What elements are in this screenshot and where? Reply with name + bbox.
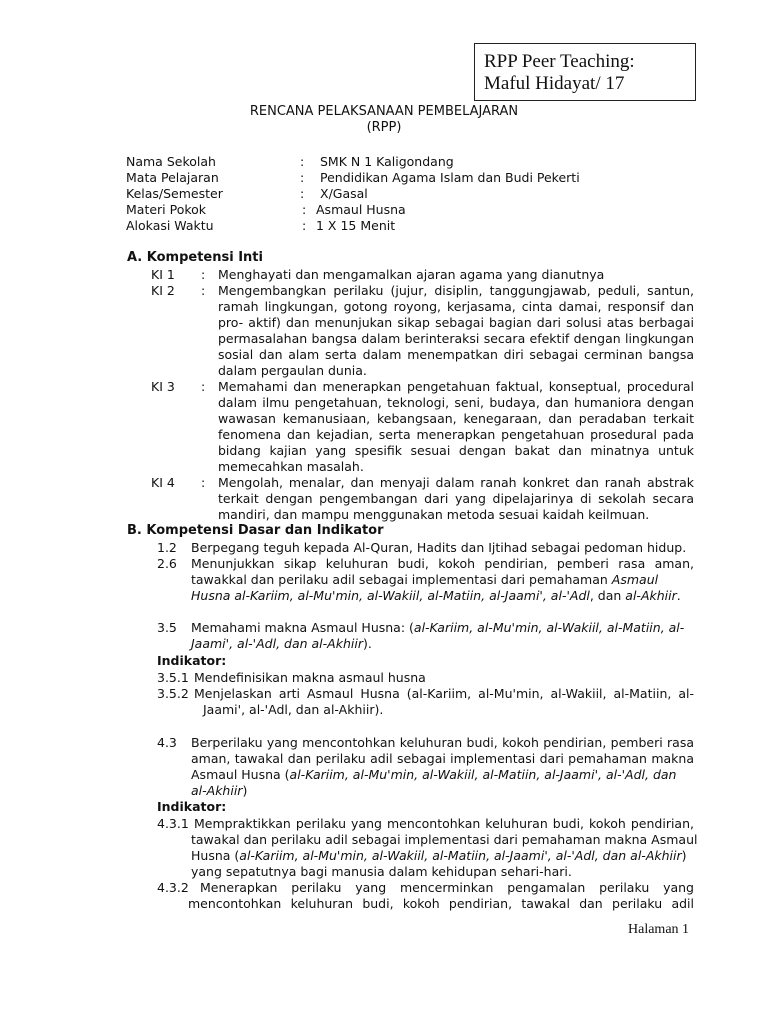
indikator-label: Indikator: bbox=[157, 653, 227, 668]
identity-value: Asmaul Husna bbox=[316, 202, 406, 217]
kd-text-plain: ) bbox=[242, 783, 248, 798]
ki-text: terkait dengan pengembangan dari yang dipelajarinya di sekolah secara bbox=[218, 491, 694, 506]
kd-text: Menunjukkan sikap keluhuran budi, kokoh pendirian, pemberi rasa aman, bbox=[191, 556, 694, 571]
kd-text-italic: Asmaul bbox=[611, 572, 659, 587]
indikator-text: Mendefinisikan makna asmaul husna bbox=[194, 670, 426, 685]
peer-teaching-box bbox=[474, 43, 696, 101]
ki-text: fenomena dan kejadian, serta menerapkan pengetahuan prosedural pada bbox=[218, 427, 694, 442]
ki-text: wawasan kemanusiaan, kebangsaan, kenegaraan, dan peradaban terkait bbox=[218, 411, 694, 426]
indikator-number: 4.3.2 bbox=[157, 880, 189, 895]
section-b-heading: B. Kompetensi Dasar dan Indikator bbox=[127, 523, 384, 538]
ki-text: bidang kajian yang spesifik sesuai dengan bakat dan minatnya untuk bbox=[218, 443, 694, 458]
indikator-text bbox=[191, 848, 687, 864]
kd-number: 4.3 bbox=[157, 735, 177, 750]
kd-text bbox=[191, 783, 247, 799]
ki-text: Menghayati dan mengamalkan ajaran agama yang dianutnya bbox=[218, 267, 605, 282]
identity-value: 1 X 15 Menit bbox=[316, 218, 396, 233]
kd-text: Berperilaku yang mencontohkan keluhuran budi, kokoh pendirian, pemberi rasa bbox=[191, 735, 694, 750]
ki-text: Memahami dan menerapkan pengetahuan faktual, konseptual, procedural bbox=[218, 379, 694, 394]
kd-text-italic: al-Kariim, al-Mu'min, al-Wakiil, al-Matiin, al-Jaami', al-'Adl, dan bbox=[289, 767, 677, 782]
kd-text bbox=[191, 572, 658, 588]
indikator-text: tawakal dan perilaku adil sebagai implementasi dari pemahaman makna Asmaul bbox=[191, 832, 698, 847]
indikator-text: yang sepatutnya bagi manusia dalam kehidupan sehari-hari. bbox=[191, 864, 572, 879]
identity-value: X/Gasal bbox=[320, 186, 368, 201]
kd-text-plain: . bbox=[676, 588, 681, 603]
ki-text: ramah lingkungan, gotong royong, kerjasama, cinta damai, responsif dan bbox=[218, 299, 694, 314]
identity-label: Mata Pelajaran bbox=[126, 170, 219, 185]
kd-text-plain: ). bbox=[362, 636, 372, 651]
kd-number: 2.6 bbox=[157, 556, 177, 571]
kd-text-plain: , dan bbox=[589, 588, 626, 603]
indikator-label: Indikator: bbox=[157, 799, 227, 814]
ki-colon: : bbox=[201, 283, 206, 298]
document-title: RENCANA PELAKSANAAN PEMBELAJARAN bbox=[249, 104, 519, 119]
ki-code: KI 4 bbox=[151, 475, 175, 490]
ki-text: memecahkan masalah. bbox=[218, 459, 364, 474]
identity-colon: : bbox=[302, 218, 307, 233]
ki-text: dalam ilmu pengetahuan, teknologi, seni, budaya, dan humaniora dengan bbox=[218, 395, 694, 410]
ki-text: sosial dan alam serta dalam menempatkan diri sebagai cerminan bangsa bbox=[218, 347, 694, 362]
kd-text-italic: al-Kariim, al-Mu'min, al-Wakiil, al-Matiin, al-Jaami', al-'Adl, dan al-Akhiir bbox=[239, 848, 682, 863]
kd-text bbox=[191, 620, 684, 636]
kd-text-italic: al-Akhiir bbox=[625, 588, 677, 603]
indikator-text: Menerapkan perilaku yang mencerminkan pengamalan perilaku yang bbox=[200, 880, 694, 895]
indikator-text: Menjelaskan arti Asmaul Husna (al-Kariim, al-Mu'min, al-Wakiil, al-Matiin, al- bbox=[194, 686, 694, 701]
identity-colon: : bbox=[300, 154, 305, 169]
kd-number: 3.5 bbox=[157, 620, 177, 635]
kd-text-plain: tawakkal dan perilaku adil sebagai implementasi dari pemahaman bbox=[191, 572, 612, 587]
indikator-text: Jaami', al-'Adl, dan al-Akhiir). bbox=[203, 702, 384, 717]
kd-text-plain: Husna ( bbox=[191, 848, 240, 863]
identity-value: Pendidikan Agama Islam dan Budi Pekerti bbox=[320, 170, 580, 185]
ki-colon: : bbox=[201, 379, 206, 394]
kd-text-plain: Asmaul Husna ( bbox=[191, 767, 290, 782]
ki-code: KI 1 bbox=[151, 267, 175, 282]
peer-teaching-title: RPP Peer Teaching: bbox=[484, 51, 635, 72]
identity-colon: : bbox=[302, 202, 307, 217]
ki-text: pro- aktif) dan menunjukan sikap sebagai bagian dari solusi atas berbagai bbox=[218, 315, 694, 330]
identity-colon: : bbox=[300, 170, 305, 185]
kd-text-italic: Jaami', al-'Adl, dan al-Akhiir bbox=[191, 636, 363, 651]
identity-label: Nama Sekolah bbox=[126, 154, 216, 169]
ki-code: KI 3 bbox=[151, 379, 175, 394]
kd-number: 1.2 bbox=[157, 540, 177, 555]
ki-text: permasalahan bangsa dalam berinteraksi secara efektif dengan lingkungan bbox=[218, 331, 694, 346]
kd-text-italic: al-Kariim, al-Mu'min, al-Wakiil, al-Matiin, al- bbox=[413, 620, 685, 635]
ki-text: Mengembangkan perilaku (jujur, disiplin, tanggungjawab, peduli, santun, bbox=[218, 283, 694, 298]
kd-text: aman, tawakal dan perilaku adil sebagai implementasi dari pemahaman makna bbox=[191, 751, 694, 766]
ki-text: dalam pergaulan dunia. bbox=[218, 363, 367, 378]
document-subtitle: (RPP) bbox=[366, 120, 402, 135]
kd-text bbox=[191, 636, 372, 652]
ki-text: Mengolah, menalar, dan menyaji dalam ranah konkret dan ranah abstrak bbox=[218, 475, 694, 490]
identity-value: SMK N 1 Kaligondang bbox=[320, 154, 454, 169]
indikator-number: 4.3.1 bbox=[157, 816, 189, 831]
indikator-text: Mempraktikkan perilaku yang mencontohkan keluhuran budi, kokoh pendirian, bbox=[194, 816, 694, 831]
identity-colon: : bbox=[300, 186, 305, 201]
peer-teaching-author: Maful Hidayat/ 17 bbox=[484, 73, 625, 94]
kd-text bbox=[191, 767, 676, 783]
kd-text-italic: Husna al-Kariim, al-Mu'min, al-Wakiil, al-Matiin, al-Jaami', al-'Adl bbox=[191, 588, 590, 603]
kd-text bbox=[191, 588, 681, 604]
kd-text-italic: al-Akhiir bbox=[191, 783, 243, 798]
ki-colon: : bbox=[201, 267, 206, 282]
identity-label: Materi Pokok bbox=[126, 202, 207, 217]
page-number: Halaman 1 bbox=[628, 922, 690, 937]
ki-text: mandiri, dan mampu menggunakan metoda sesuai kaidah keilmuan. bbox=[218, 507, 650, 522]
indikator-text: mencontohkan keluhuran budi, kokoh pendirian, tawakal dan perilaku adil bbox=[188, 896, 694, 911]
section-a-heading: A. Kompetensi Inti bbox=[127, 250, 263, 265]
kd-text-plain: ) bbox=[681, 848, 687, 863]
indikator-number: 3.5.2 bbox=[157, 686, 189, 701]
identity-label: Kelas/Semester bbox=[126, 186, 223, 201]
kd-text-plain: Memahami makna Asmaul Husna: ( bbox=[191, 620, 414, 635]
ki-colon: : bbox=[201, 475, 206, 490]
ki-code: KI 2 bbox=[151, 283, 175, 298]
indikator-number: 3.5.1 bbox=[157, 670, 189, 685]
kd-text: Berpegang teguh kepada Al-Quran, Hadits dan Ijtihad sebagai pedoman hidup. bbox=[191, 540, 687, 555]
identity-label: Alokasi Waktu bbox=[126, 218, 214, 233]
